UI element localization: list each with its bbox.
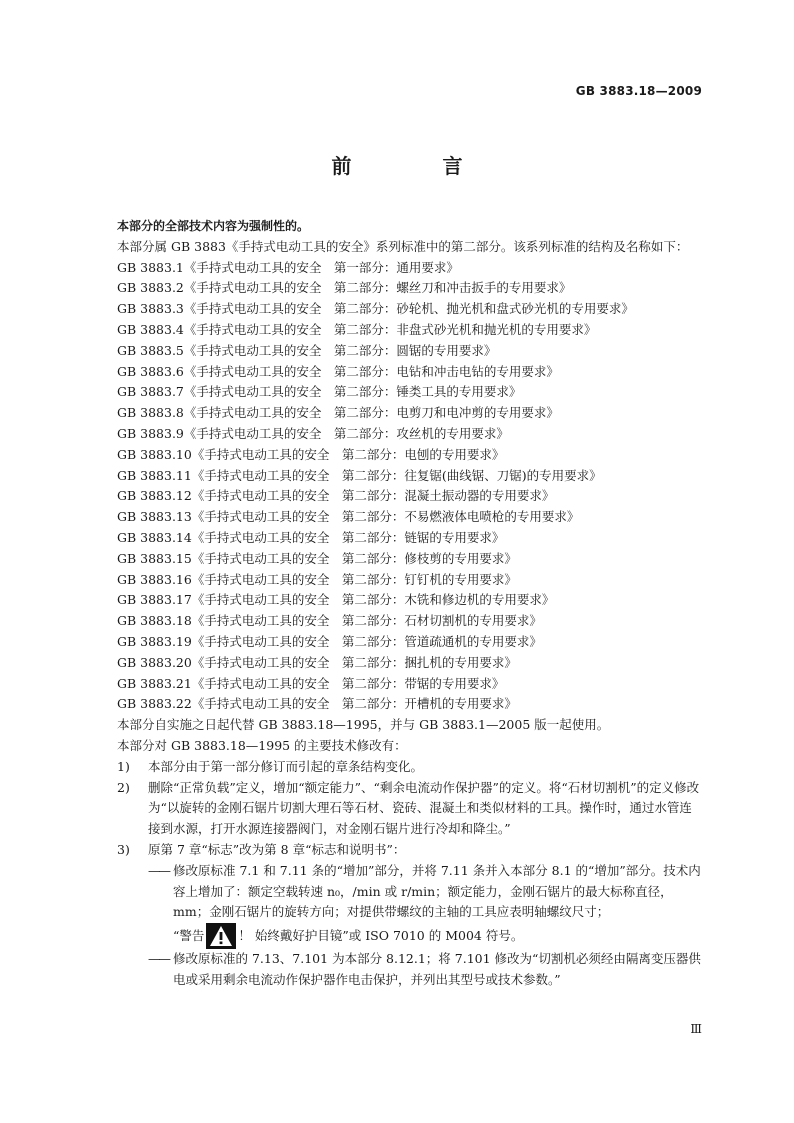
list-item: GB 3883.10《手持式电动工具的安全 第二部分：电刨的专用要求》 bbox=[117, 446, 505, 462]
list-item: GB 3883.8《手持式电动工具的安全 第二部分：电剪刀和电冲剪的专用要求》 bbox=[117, 405, 559, 421]
list-item: GB 3883.20《手持式电动工具的安全 第二部分：捆扎机的专用要求》 bbox=[117, 654, 517, 670]
list-item: GB 3883.11《手持式电动工具的安全 第二部分：往复锯(曲线锯、刀锯)的专用要求》 bbox=[117, 467, 602, 483]
list-item: GB 3883.3《手持式电动工具的安全 第二部分：砂轮机、抛光机和盘式砂光机的专用要求》 bbox=[117, 301, 634, 317]
mandatory-statement: 本部分的全部技术内容为强制性的。 bbox=[117, 219, 310, 233]
parts-list bbox=[92, 258, 704, 716]
dash-marker: —— bbox=[148, 951, 169, 967]
list-item: GB 3883.19《手持式电动工具的安全 第二部分：管道疏通机的专用要求》 bbox=[117, 633, 542, 649]
change-number: 2) bbox=[117, 779, 130, 795]
list-item: GB 3883.7《手持式电动工具的安全 第二部分：锤类工具的专用要求》 bbox=[117, 384, 522, 400]
list-item: GB 3883.6《手持式电动工具的安全 第二部分：电钻和冲击电钻的专用要求》 bbox=[117, 363, 559, 379]
list-item: GB 3883.12《手持式电动工具的安全 第二部分：混凝土振动器的专用要求》 bbox=[117, 488, 555, 504]
list-item: GB 3883.9《手持式电动工具的安全 第二部分：攻丝机的专用要求》 bbox=[117, 425, 509, 441]
change-text: 本部分由于第一部分修订而引起的章条结构变化。 bbox=[148, 758, 424, 774]
page-number: Ⅲ bbox=[690, 1022, 702, 1036]
sub-change-item bbox=[92, 949, 704, 991]
series-intro: 本部分属 GB 3883《手持式电动工具的安全》系列标准中的第二部分。该系列标准的结构及名称如下： bbox=[117, 238, 689, 254]
list-item: GB 3883.18《手持式电动工具的安全 第二部分：石材切割机的专用要求》 bbox=[117, 613, 542, 629]
list-item: GB 3883.14《手持式电动工具的安全 第二部分：链锯的专用要求》 bbox=[117, 529, 505, 545]
list-item: GB 3883.13《手持式电动工具的安全 第二部分：不易燃液体电喷枪的专用要求》 bbox=[117, 509, 580, 525]
replacement-note: 本部分自实施之日起代替 GB 3883.18—1995，并与 GB 3883.1—2005 版一起使用。 bbox=[117, 717, 610, 733]
standard-number: GB 3883.18—2009 bbox=[575, 84, 702, 98]
list-item: GB 3883.5《手持式电动工具的安全 第二部分：圆锯的专用要求》 bbox=[117, 342, 497, 358]
change-text: 删除“正常负载”定义，增加“额定能力”、“剩余电流动作保护器”的定义。将“石材切割机”的定义修改为“以旋转的金刚石锯片切割大理石等石材、瓷砖、混凝土和类似材料的工具。操作时，通过水管连接到水源，打开水源连接器阀门，对金刚石锯片进行冷却和降尘。” bbox=[148, 779, 700, 837]
change-item bbox=[92, 840, 704, 861]
list-item: GB 3883.1《手持式电动工具的安全 第一部分：通用要求》 bbox=[117, 259, 459, 275]
list-item: GB 3883.17《手持式电动工具的安全 第二部分：木铣和修边机的专用要求》 bbox=[117, 592, 555, 608]
change-item bbox=[92, 778, 704, 840]
changes-intro: 本部分对 GB 3883.18—1995 的主要技术修改有： bbox=[117, 737, 407, 753]
sub-change-item bbox=[92, 861, 704, 949]
warning-triangle-icon bbox=[206, 923, 236, 949]
sub-change-body: 修改原标准 7.1 和 7.11 条的“增加”部分，并将 7.11 条并入本部分 8.1 的“增加”部分。技术内容上增加了：额定空载转速 n₀，/min 或 r/min；额定能力，金刚石锯片的最大标称直径，mm；金刚石锯片的旋转方向；对提供带螺纹的主轴的工具应表明轴螺纹尺寸； bbox=[173, 862, 701, 920]
change-number: 1) bbox=[117, 758, 130, 774]
list-item: GB 3883.15《手持式电动工具的安全 第二部分：修枝剪的专用要求》 bbox=[117, 550, 517, 566]
warning-prefix: “警告 bbox=[173, 927, 205, 943]
list-item: GB 3883.22《手持式电动工具的安全 第二部分：开槽机的专用要求》 bbox=[117, 696, 517, 712]
change-item bbox=[92, 757, 704, 778]
warning-suffix: ！ 始终戴好护目镜”或 ISO 7010 的 M004 符号。 bbox=[238, 927, 524, 943]
sub-change-text: 修改原标准的 7.13、7.101 为本部分 8.12.1；将 7.101 修改为“切割机必须经由隔离变压器供电或采用剩余电流动作保护器作电击保护，并列出其型号或技术参数。” bbox=[173, 951, 701, 987]
dash-marker: —— bbox=[148, 862, 169, 878]
list-item: GB 3883.4《手持式电动工具的安全 第二部分：非盘式砂光机和抛光机的专用要求》 bbox=[117, 321, 597, 337]
list-item: GB 3883.16《手持式电动工具的安全 第二部分：钉钉机的专用要求》 bbox=[117, 571, 517, 587]
warning-line bbox=[173, 923, 523, 949]
change-number: 3) bbox=[117, 841, 130, 857]
list-item: GB 3883.2《手持式电动工具的安全 第二部分：螺丝刀和冲击扳手的专用要求》 bbox=[117, 280, 572, 296]
list-item: GB 3883.21《手持式电动工具的安全 第二部分：带锯的专用要求》 bbox=[117, 675, 505, 691]
document-body bbox=[92, 216, 704, 991]
change-text: 原第 7 章“标志”改为第 8 章“标志和说明书”： bbox=[148, 841, 406, 857]
sub-change-text bbox=[173, 861, 704, 949]
page-title: 前 言 bbox=[331, 154, 505, 178]
